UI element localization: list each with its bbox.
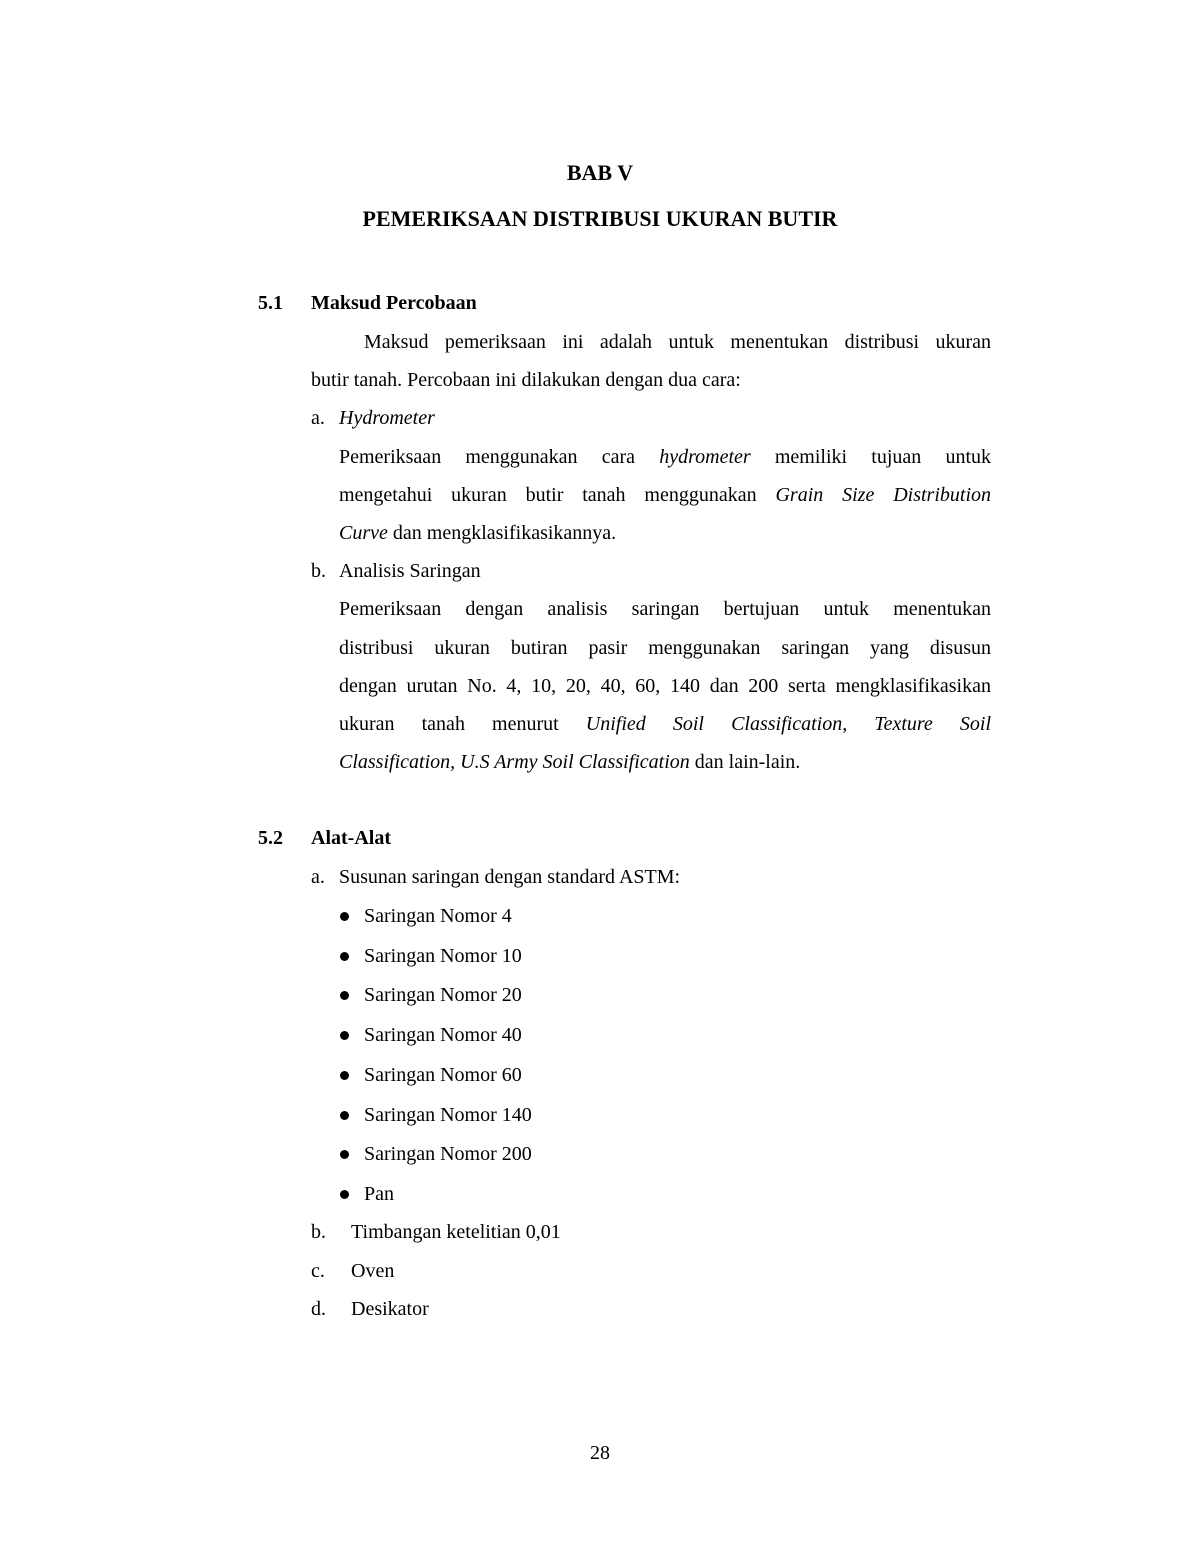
sieve-item: Saringan Nomor 20 [364,984,522,1006]
list-item-text: Susunan saringan dengan standard ASTM: [339,866,681,888]
list-item-title: Hydrometer [339,407,435,429]
bullet-icon [340,1071,349,1080]
list-marker: c. [311,1260,325,1282]
list-marker: a. [311,866,325,888]
bullet-icon [340,1150,349,1159]
list-item-text: Timbangan ketelitian 0,01 [351,1221,561,1243]
section-number: 5.2 [258,827,283,849]
section-title: Maksud Percobaan [311,292,477,314]
sieve-item: Saringan Nomor 200 [364,1143,532,1165]
paragraph-line: ukuran tanah menurut Unified Soil Classification, Texture Soil [339,713,992,735]
paragraph-line: distribusi ukuran butiran pasir menggunakan saringan yang disusun [339,637,991,659]
bullet-icon [340,991,349,1000]
section-title: Alat-Alat [311,827,391,849]
paragraph-line: Curve dan mengklasifikasikannya. [339,522,617,544]
chapter-title: PEMERIKSAAN DISTRIBUSI UKURAN BUTIR [362,206,838,231]
list-item-text: Desikator [351,1298,429,1320]
sieve-item: Saringan Nomor 40 [364,1024,522,1046]
chapter-label: BAB V [566,160,634,185]
paragraph-line: Maksud pemeriksaan ini adalah untuk menentukan distribusi ukuran [364,331,991,353]
bullet-icon [340,952,349,961]
sieve-item: Saringan Nomor 4 [364,905,512,927]
list-marker: b. [311,560,326,582]
section-number: 5.1 [258,292,283,314]
sieve-item: Saringan Nomor 60 [364,1064,522,1086]
sieve-item: Saringan Nomor 140 [364,1104,532,1126]
list-item-text: Oven [351,1260,395,1282]
sieve-item: Saringan Nomor 10 [364,945,522,967]
list-marker: a. [311,407,325,429]
paragraph-line: dengan urutan No. 4, 10, 20, 40, 60, 140 dan 200 serta mengklasifikasikan [339,675,991,697]
list-item-title: Analisis Saringan [339,560,481,582]
paragraph-line: Classification, U.S Army Soil Classification dan lain-lain. [339,751,801,773]
list-marker: b. [311,1221,326,1243]
bullet-icon [340,912,349,921]
bullet-icon [340,1031,349,1040]
paragraph-line: butir tanah. Percobaan ini dilakukan dengan dua cara: [311,369,741,391]
bullet-icon [340,1190,349,1199]
page-number: 28 [590,1442,610,1464]
sieve-item: Pan [364,1183,394,1205]
paragraph-line: Pemeriksaan dengan analisis saringan bertujuan untuk menentukan [339,598,991,620]
bullet-icon [340,1111,349,1120]
paragraph-line: mengetahui ukuran butir tanah menggunakan Grain Size Distribution [339,484,992,506]
paragraph-line: Pemeriksaan menggunakan cara hydrometer memiliki tujuan untuk [339,446,992,468]
list-marker: d. [311,1298,326,1320]
